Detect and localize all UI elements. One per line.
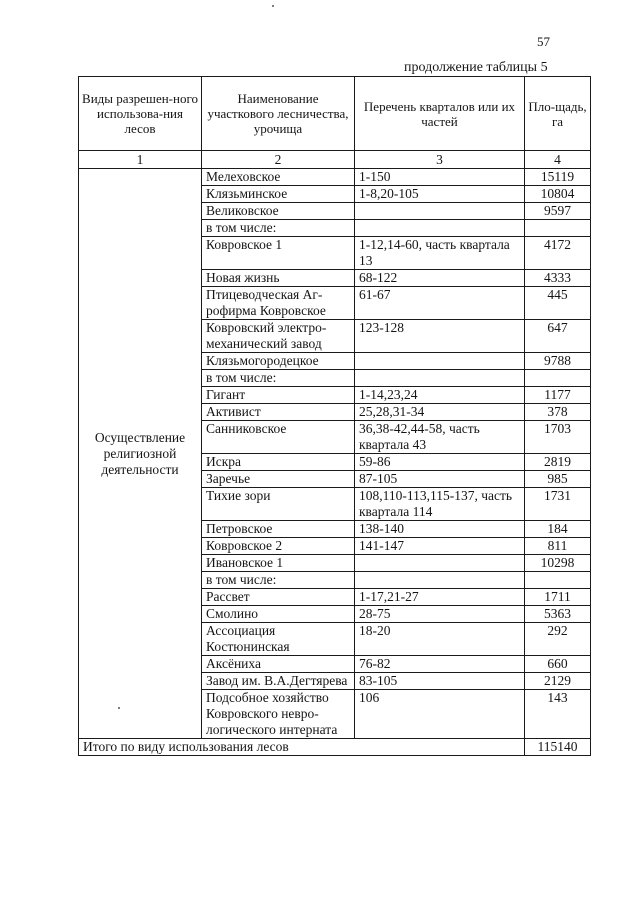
quarters-cell: 76-82 bbox=[355, 656, 525, 673]
forestry-name-cell: Заречье bbox=[202, 471, 355, 488]
total-row bbox=[79, 739, 591, 756]
scan-speck bbox=[272, 5, 274, 7]
forestry-name-cell: Ивановское 1 bbox=[202, 555, 355, 572]
quarters-cell: 18-20 bbox=[355, 623, 525, 656]
forestry-name-cell: в том числе: bbox=[202, 572, 355, 589]
area-cell: 184 bbox=[525, 521, 591, 538]
area-cell: 1731 bbox=[525, 488, 591, 521]
quarters-cell: 1-17,21-27 bbox=[355, 589, 525, 606]
forestry-name-cell: Мелеховское bbox=[202, 169, 355, 186]
area-cell: 1703 bbox=[525, 421, 591, 454]
quarters-cell: 36,38-42,44-58, часть квартала 43 bbox=[355, 421, 525, 454]
forestry-name-cell: Смолино bbox=[202, 606, 355, 623]
header-usage-type: Виды разрешен-ного использова-ния лесов bbox=[79, 77, 202, 151]
quarters-cell: 25,28,31-34 bbox=[355, 404, 525, 421]
quarters-cell: 28-75 bbox=[355, 606, 525, 623]
area-cell: 2129 bbox=[525, 673, 591, 690]
area-cell: 4333 bbox=[525, 270, 591, 287]
area-cell: 647 bbox=[525, 320, 591, 353]
area-cell: 9597 bbox=[525, 203, 591, 220]
forestry-name-cell: Подсобное хозяйство Ковровского невро-логического интерната bbox=[202, 690, 355, 739]
forestry-name-cell: Гигант bbox=[202, 387, 355, 404]
table-row bbox=[79, 169, 591, 186]
forest-usage-table bbox=[78, 76, 591, 756]
area-cell bbox=[525, 220, 591, 237]
area-cell: 292 bbox=[525, 623, 591, 656]
area-cell: 9788 bbox=[525, 353, 591, 370]
column-number: 2 bbox=[202, 151, 355, 169]
area-cell: 378 bbox=[525, 404, 591, 421]
forestry-name-cell: Активист bbox=[202, 404, 355, 421]
forestry-name-cell: Санниковское bbox=[202, 421, 355, 454]
quarters-cell bbox=[355, 353, 525, 370]
quarters-cell bbox=[355, 220, 525, 237]
forestry-name-cell: Завод им. В.А.Дегтярева bbox=[202, 673, 355, 690]
table-body bbox=[79, 169, 591, 756]
column-number: 4 bbox=[525, 151, 591, 169]
area-cell: 2819 bbox=[525, 454, 591, 471]
table-continuation-label: продолжение таблицы 5 bbox=[404, 60, 548, 75]
usage-type-cell: Осуществление религиозной деятельности bbox=[79, 169, 202, 739]
quarters-cell: 68-122 bbox=[355, 270, 525, 287]
forestry-name-cell: Тихие зори bbox=[202, 488, 355, 521]
area-cell: 4172 bbox=[525, 237, 591, 270]
forestry-name-cell: Великовское bbox=[202, 203, 355, 220]
quarters-cell bbox=[355, 572, 525, 589]
area-cell: 10804 bbox=[525, 186, 591, 203]
area-cell: 1177 bbox=[525, 387, 591, 404]
area-cell: 5363 bbox=[525, 606, 591, 623]
area-cell: 1711 bbox=[525, 589, 591, 606]
quarters-cell: 83-105 bbox=[355, 673, 525, 690]
total-label: Итого по виду использования лесов bbox=[79, 739, 525, 756]
quarters-cell bbox=[355, 370, 525, 387]
quarters-cell: 123-128 bbox=[355, 320, 525, 353]
forestry-name-cell: в том числе: bbox=[202, 220, 355, 237]
quarters-cell: 87-105 bbox=[355, 471, 525, 488]
header-quarters: Перечень кварталов или их частей bbox=[355, 77, 525, 151]
forestry-name-cell: Петровское bbox=[202, 521, 355, 538]
forestry-name-cell: Клязьмогородецкое bbox=[202, 353, 355, 370]
quarters-cell bbox=[355, 203, 525, 220]
quarters-cell: 1-12,14-60, часть квартала 13 bbox=[355, 237, 525, 270]
forestry-name-cell: Искра bbox=[202, 454, 355, 471]
forestry-name-cell: Клязьминское bbox=[202, 186, 355, 203]
area-cell: 445 bbox=[525, 287, 591, 320]
quarters-cell: 59-86 bbox=[355, 454, 525, 471]
area-cell: 811 bbox=[525, 538, 591, 555]
column-number: 3 bbox=[355, 151, 525, 169]
total-area: 115140 bbox=[525, 739, 591, 756]
quarters-cell: 1-150 bbox=[355, 169, 525, 186]
quarters-cell: 108,110-113,115-137, часть квартала 114 bbox=[355, 488, 525, 521]
forestry-name-cell: Птицеводческая Аг-рофирма Ковровское bbox=[202, 287, 355, 320]
area-cell: 10298 bbox=[525, 555, 591, 572]
quarters-cell: 141-147 bbox=[355, 538, 525, 555]
forestry-name-cell: Аксёниха bbox=[202, 656, 355, 673]
quarters-cell: 1-14,23,24 bbox=[355, 387, 525, 404]
page-number: 57 bbox=[537, 34, 550, 49]
area-cell bbox=[525, 370, 591, 387]
forestry-name-cell: Ковровский электро-механический завод bbox=[202, 320, 355, 353]
area-cell: 143 bbox=[525, 690, 591, 739]
forestry-name-cell: Новая жизнь bbox=[202, 270, 355, 287]
column-number: 1 bbox=[79, 151, 202, 169]
header-area: Пло-щадь, га bbox=[525, 77, 591, 151]
forestry-name-cell: Ковровское 2 bbox=[202, 538, 355, 555]
quarters-cell: 138-140 bbox=[355, 521, 525, 538]
forestry-name-cell: Ковровское 1 bbox=[202, 237, 355, 270]
area-cell: 985 bbox=[525, 471, 591, 488]
area-cell: 15119 bbox=[525, 169, 591, 186]
forestry-name-cell: в том числе: bbox=[202, 370, 355, 387]
forestry-name-cell: Ассоциация Костюнинская bbox=[202, 623, 355, 656]
quarters-cell bbox=[355, 555, 525, 572]
header-forestry-name: Наименование участкового лесничества, урочища bbox=[202, 77, 355, 151]
area-cell: 660 bbox=[525, 656, 591, 673]
quarters-cell: 61-67 bbox=[355, 287, 525, 320]
area-cell bbox=[525, 572, 591, 589]
quarters-cell: 106 bbox=[355, 690, 525, 739]
forestry-name-cell: Рассвет bbox=[202, 589, 355, 606]
quarters-cell: 1-8,20-105 bbox=[355, 186, 525, 203]
